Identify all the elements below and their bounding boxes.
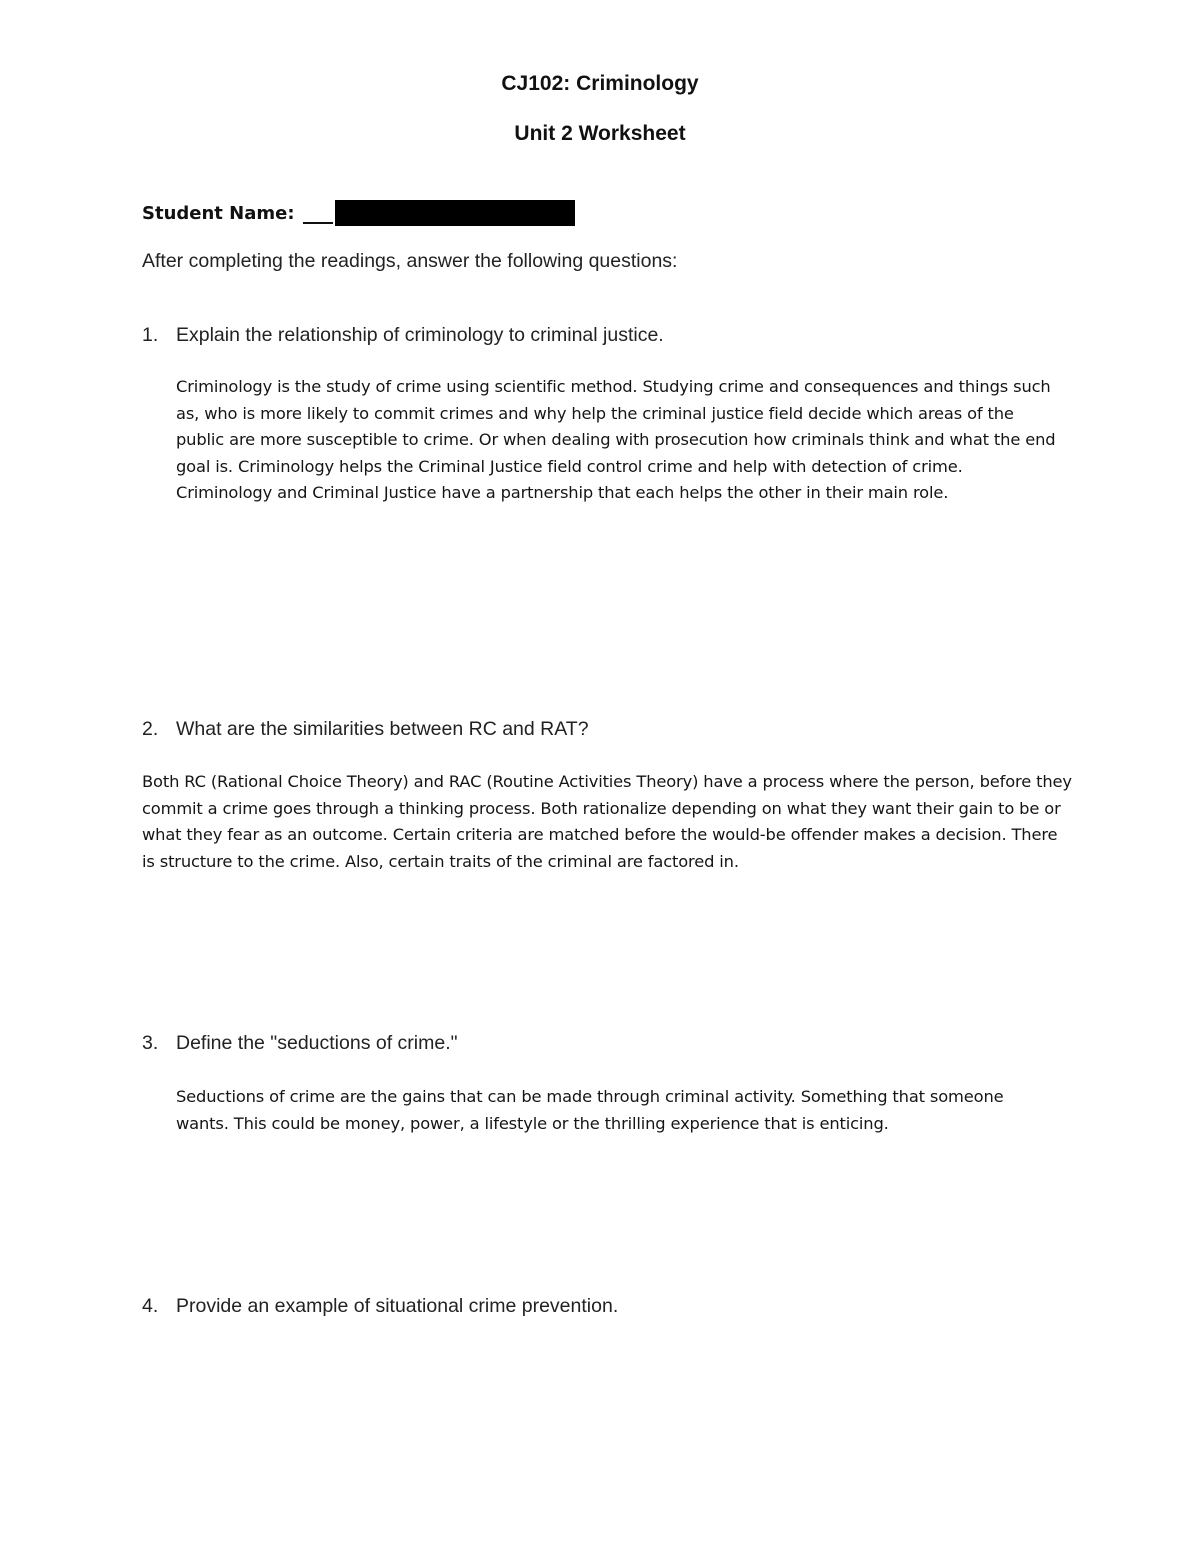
question-3	[142, 1032, 458, 1055]
question-4	[142, 1295, 618, 1318]
student-name-row	[142, 199, 575, 227]
redacted-student-name	[335, 200, 575, 226]
instructions: After completing the readings, answer the following questions:	[142, 250, 678, 272]
answer-2: Both RC (Rational Choice Theory) and RAC (Routine Activities Theory) have a process where the person, before they commit a crime goes through a thinking process. Both rationalize depending on what they want their gain to be or what they fear as an outcome. Certain criteria are matched before the would-be offender makes a decision. There is structure to the crime. Also, certain traits of the criminal are factored in.	[142, 772, 1072, 871]
question-3-number: 3.	[142, 1032, 159, 1054]
answer-3: Seductions of crime are the gains that can be made through criminal activity. Something that someone wants. This could be money, power, a lifestyle or the thrilling experience that is enticing.	[176, 1087, 1004, 1133]
question-2	[142, 718, 589, 741]
course-title: CJ102: Criminology	[501, 72, 699, 95]
question-4-text: Provide an example of situational crime prevention.	[176, 1295, 619, 1317]
worksheet-title: Unit 2 Worksheet	[514, 122, 686, 145]
student-name-label: Student Name:	[142, 202, 295, 224]
answer-1: Criminology is the study of crime using scientific method. Studying crime and consequences and things such as, who is more likely to commit crimes and why help the criminal justice field decide which areas of the public are more susceptible to crime. Or when dealing with prosecution how criminals think and what the end goal is. Criminology helps the Criminal Justice field control crime and help with detection of crime. Criminology and Criminal Justice have a partnership that each helps the other in their main role.	[176, 377, 1056, 502]
question-1-number: 1.	[142, 324, 159, 346]
question-1	[142, 324, 664, 347]
question-3-text: Define the "seductions of crime."	[176, 1032, 458, 1054]
question-4-number: 4.	[142, 1295, 159, 1317]
question-2-text: What are the similarities between RC and RAT?	[176, 718, 589, 740]
question-2-number: 2.	[142, 718, 159, 740]
question-1-text: Explain the relationship of criminology to criminal justice.	[176, 324, 664, 346]
student-name-blank	[303, 202, 333, 224]
